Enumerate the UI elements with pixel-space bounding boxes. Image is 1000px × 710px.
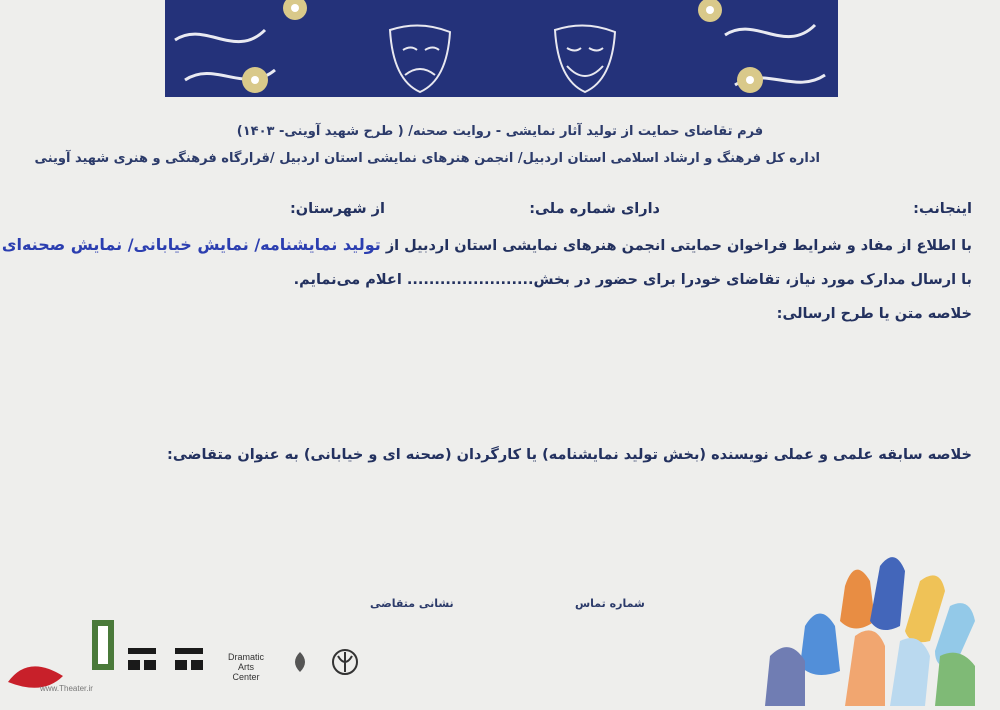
raised-hands-illustration bbox=[750, 546, 1000, 706]
applicant-label: اینجانب: bbox=[913, 201, 972, 217]
city-label: از شهرستان: bbox=[289, 201, 385, 217]
address-label: نشانی متقاضی bbox=[370, 597, 454, 610]
form-subtitle: اداره کل فرهنگ و ارشاد اسلامی استان اردبیل/ انجمن هنرهای نمایشی استان اردبیل /قرارگاه فرهنگی و هنری شهید آوینی bbox=[34, 151, 820, 166]
conditions-line bbox=[2, 235, 972, 254]
dramatic-arts-logo: Dramatic Arts Center bbox=[228, 652, 265, 682]
conditions-text: با اطلاع از مفاد و شرایط فراخوان حمایتی انجمن هنرهای نمایشی استان اردبیل از bbox=[385, 238, 972, 254]
request-line: با ارسال مدارک مورد نیاز، تقاضای خودرا برای حضور در بخش....................... اعلام می‌نمایم. bbox=[293, 272, 972, 288]
experience-label: خلاصه سابقه علمی و عملی نویسنده (بخش تولید نمایشنامه) یا کارگردان (صحنه ای و خیابانی) به عنوان متقاضی: bbox=[167, 447, 972, 463]
national-id-label: دارای شماره ملی: bbox=[529, 201, 660, 217]
header-banner bbox=[165, 0, 838, 97]
sponsor-logos bbox=[0, 612, 380, 706]
watermark: www.Theater.ir bbox=[40, 684, 93, 693]
floral-pattern-icon bbox=[165, 0, 838, 97]
phone-label: شماره تماس bbox=[575, 597, 645, 610]
form-title: فرم تقاضای حمایت از تولید آثار نمایشی - روایت صحنه/ ( طرح شهید آوینی- ۱۴۰۳) bbox=[236, 124, 764, 139]
section-options: تولید نمایشنامه/ نمایش خیابانی/ نمایش صحنه‌ای bbox=[1, 235, 381, 254]
summary-label: خلاصه متن یا طرح ارسالی: bbox=[776, 306, 972, 322]
theater-site-logo bbox=[8, 620, 114, 688]
theater-masks-icon bbox=[390, 25, 615, 92]
